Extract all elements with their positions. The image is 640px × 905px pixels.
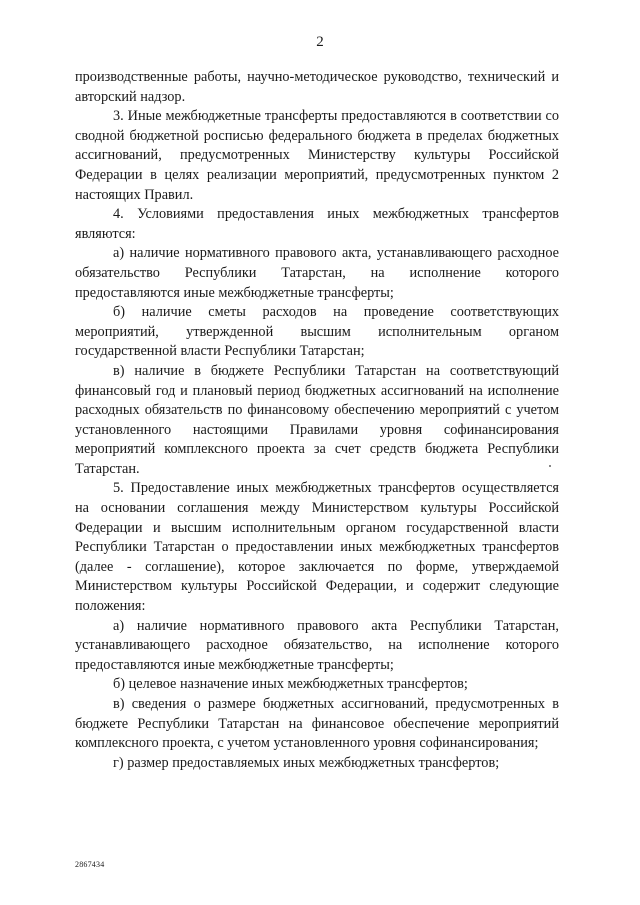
paragraph-4b: б) наличие сметы расходов на проведение соответствующих мероприятий, утвержденной высшим исполнительным органом государственной власти Республики Татарстан; — [75, 304, 559, 360]
scan-speck — [549, 465, 551, 467]
paragraph-continuation: производственные работы, научно-методическое руководство, технический и авторский надзор. — [75, 69, 559, 105]
paragraph-5a: а) наличие нормативного правового акта Республики Татарстан, устанавливающего расходное обязательство, на исполнение которого предоставляются иные межбюджетные трансферты; — [75, 617, 559, 673]
document-body — [75, 68, 559, 773]
paragraph-4c: в) наличие в бюджете Республики Татарстан на соответствующий финансовый год и плановый период бюджетных ассигнований на исполнение расходных обязательств по финансовому обеспечению мероприятий с учетом установленного настоящими Правилами уровня софинансирования мероприятий комплексного проекта за счет средств бюджета Республики Татарстан. — [75, 362, 559, 477]
paragraph-5b: б) целевое назначение иных межбюджетных трансфертов; — [113, 676, 468, 693]
paragraph-5d: г) размер предоставляемых иных межбюджетных трансфертов; — [113, 754, 500, 771]
document-id: 2867434 — [75, 860, 105, 869]
paragraph-4: 4. Условиями предоставления иных межбюджетных трансфертов являются: — [75, 206, 559, 242]
paragraph-3: 3. Иные межбюджетные трансферты предоставляются в соответствии со сводной бюджетной росписью федерального бюджета в пределах бюджетных ассигнований, предусмотренных Министерству культуры Российской Федерации в целях реализации мероприятий, предусмотренных пунктом 2 настоящих Правил. — [75, 108, 559, 203]
paragraph-5c: в) сведения о размере бюджетных ассигнований, предусмотренных в бюджете Республики Татарстан на финансовое обеспечение мероприятий комплексного проекта, с учетом установленного уровня софинансирования; — [75, 696, 559, 752]
paragraph-5: 5. Предоставление иных межбюджетных трансфертов осуществляется на основании соглашения между Министерством культуры Российской Федерации и высшим исполнительным органом государственной власти Республики Татарстан о предоставлении иных межбюджетных трансфертов (далее - соглашение), которое заключается по форме, утверждаемой Министерством культуры Российской Федерации, и содержит следующие положения: — [75, 480, 559, 615]
paragraph-4a: а) наличие нормативного правового акта, устанавливающего расходное обязательство Республики Татарстан, на исполнение которого предоставляются иные межбюджетные трансферты; — [75, 245, 559, 301]
page-number: 2 — [316, 34, 324, 50]
